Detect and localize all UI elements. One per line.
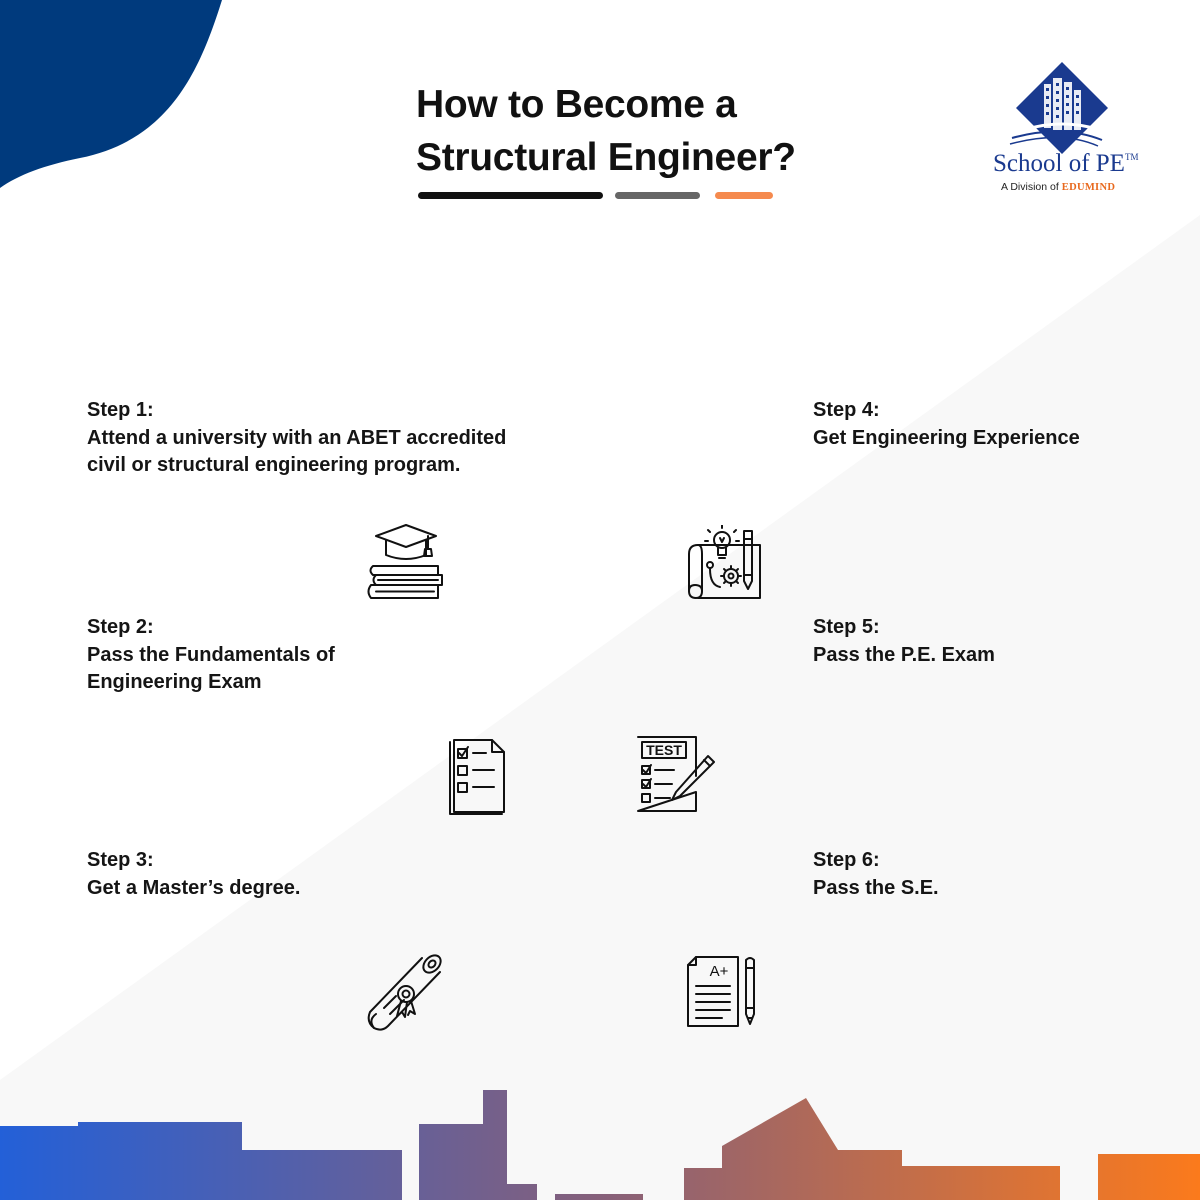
graduation-cap-books-icon <box>366 522 446 602</box>
page-title <box>416 78 796 184</box>
step-5-label: Step 5: <box>813 616 880 638</box>
logo-name: School of PE™ <box>993 150 1139 177</box>
step-4-label: Step 4: <box>813 399 880 421</box>
step-4 <box>813 397 1193 452</box>
logo-division: A Division of EDUMIND <box>1001 181 1116 193</box>
corner-wave-shape <box>0 0 222 188</box>
step-1-text: Attend a university with an ABET accredited civil or structural engineering program. <box>87 426 507 476</box>
edumind-brand: EDUMIND <box>1061 182 1116 193</box>
step-2-text: Pass the Fundamentals of Engineering Exam <box>87 643 335 693</box>
grade-label: A+ <box>709 963 729 980</box>
step-3 <box>87 847 487 902</box>
step-5-text: Pass the P.E. Exam <box>813 643 995 666</box>
step-4-text: Get Engineering Experience <box>813 426 1080 449</box>
title-underline-gray <box>615 192 700 199</box>
step-6 <box>813 847 1193 902</box>
title-line-2: Structural Engineer? <box>416 136 796 179</box>
step-1 <box>87 397 607 480</box>
test-paper-icon <box>636 734 716 814</box>
title-underline-orange <box>715 192 773 199</box>
step-6-label: Step 6: <box>813 849 880 871</box>
step-1-label: Step 1: <box>87 399 154 421</box>
step-2-label: Step 2: <box>87 616 154 638</box>
step-6-text: Pass the S.E. <box>813 876 939 899</box>
step-2 <box>87 614 487 697</box>
school-of-pe-logo <box>990 60 1150 200</box>
step-3-label: Step 3: <box>87 849 154 871</box>
background-diagonal-shade <box>0 215 1200 1200</box>
step-5 <box>813 614 1193 669</box>
engineering-blueprint-icon <box>686 525 766 605</box>
checklist-document-icon <box>446 736 510 816</box>
step-3-text: Get a Master’s degree. <box>87 876 301 899</box>
title-underline-black <box>418 192 603 199</box>
graded-paper-icon <box>686 952 766 1032</box>
diploma-scroll-icon <box>364 950 448 1034</box>
test-label: TEST <box>646 742 682 758</box>
title-line-1: How to Become a <box>416 83 737 126</box>
